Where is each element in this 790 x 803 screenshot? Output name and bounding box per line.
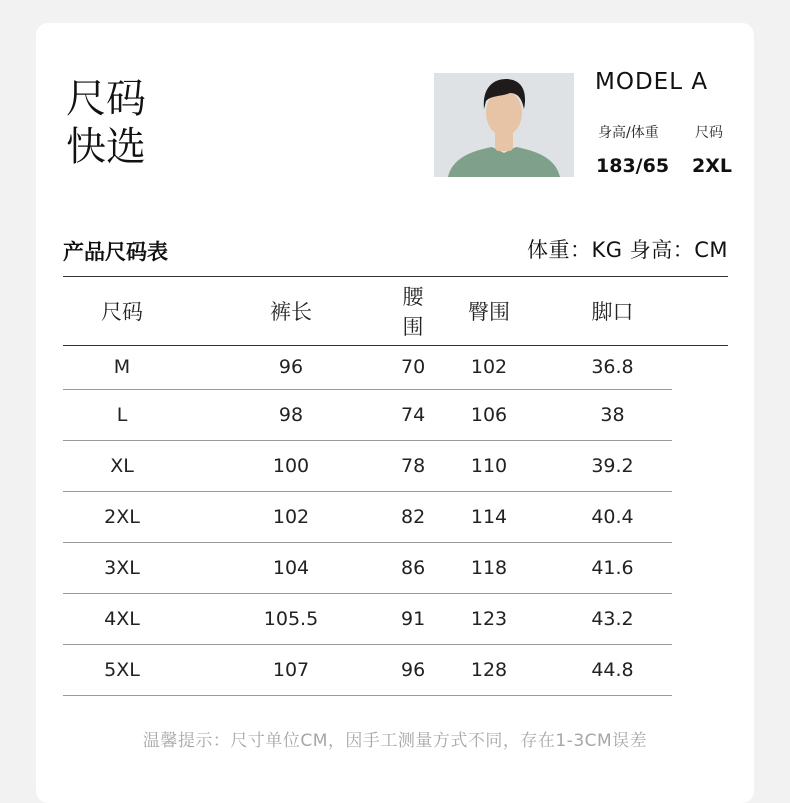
size-table — [63, 276, 728, 696]
model-portrait-image — [434, 73, 574, 177]
cell-hem: 40.4 — [553, 492, 672, 543]
title-line-2: 快选 — [66, 124, 146, 170]
cell-length: 105.5 — [181, 594, 401, 645]
cell-length: 104 — [181, 543, 401, 594]
cell-size: L — [63, 390, 181, 441]
table-header-row — [63, 276, 728, 345]
cell-size: M — [63, 345, 181, 390]
table-row — [63, 543, 728, 594]
cell-hem: 41.6 — [553, 543, 672, 594]
cell-hip: 118 — [425, 543, 553, 594]
cell-hem: 43.2 — [553, 594, 672, 645]
size-table-title: 产品尺码表 — [63, 240, 168, 264]
table-row — [63, 492, 728, 543]
model-size-label: 尺码 — [695, 125, 723, 141]
table-row — [63, 345, 728, 390]
cell-hip: 123 — [425, 594, 553, 645]
cell-hip: 102 — [425, 345, 553, 390]
cell-waist: 70 — [401, 345, 425, 390]
unit-note: 体重：KG 身高：CM — [526, 238, 728, 262]
cell-size: 4XL — [63, 594, 181, 645]
title-line-1: 尺码 — [66, 76, 146, 122]
measurement-disclaimer: 温馨提示：尺寸单位CM，因手工测量方式不同，存在1-3CM误差 — [142, 731, 648, 751]
cell-hem: 39.2 — [553, 441, 672, 492]
cell-size: 3XL — [63, 543, 181, 594]
page-title — [66, 75, 146, 171]
cell-waist: 74 — [401, 390, 425, 441]
cell-hip: 114 — [425, 492, 553, 543]
column-header-length: 裤长 — [270, 299, 312, 324]
cell-length: 107 — [181, 645, 401, 696]
cell-hip: 128 — [425, 645, 553, 696]
model-photo — [434, 73, 574, 177]
cell-hem: 36.8 — [553, 345, 672, 390]
column-header-hip: 臀围 — [468, 299, 510, 324]
table-row — [63, 645, 728, 696]
cell-waist: 78 — [401, 441, 425, 492]
cell-size: XL — [63, 441, 181, 492]
model-name: MODEL A — [595, 69, 709, 95]
cell-hip: 110 — [425, 441, 553, 492]
column-header-hem: 脚口 — [591, 299, 634, 324]
size-guide-card — [36, 23, 754, 803]
table-row — [63, 441, 728, 492]
cell-hem: 38 — [553, 390, 672, 441]
model-size-value: 2XL — [692, 155, 732, 177]
column-header-size: 尺码 — [101, 299, 143, 324]
cell-length: 96 — [181, 345, 401, 390]
height-weight-value: 183/65 — [596, 155, 670, 177]
cell-length: 100 — [181, 441, 401, 492]
height-weight-label: 身高/体重 — [598, 125, 659, 141]
table-row — [63, 594, 728, 645]
cell-hem: 44.8 — [553, 645, 672, 696]
cell-waist: 86 — [401, 543, 425, 594]
cell-waist: 91 — [401, 594, 425, 645]
cell-waist: 96 — [401, 645, 425, 696]
table-row — [63, 390, 728, 441]
cell-length: 102 — [181, 492, 401, 543]
cell-waist: 82 — [401, 492, 425, 543]
cell-length: 98 — [181, 390, 401, 441]
cell-hip: 106 — [425, 390, 553, 441]
cell-size: 2XL — [63, 492, 181, 543]
column-header-waist: 腰围 — [402, 284, 424, 339]
cell-size: 5XL — [63, 645, 181, 696]
